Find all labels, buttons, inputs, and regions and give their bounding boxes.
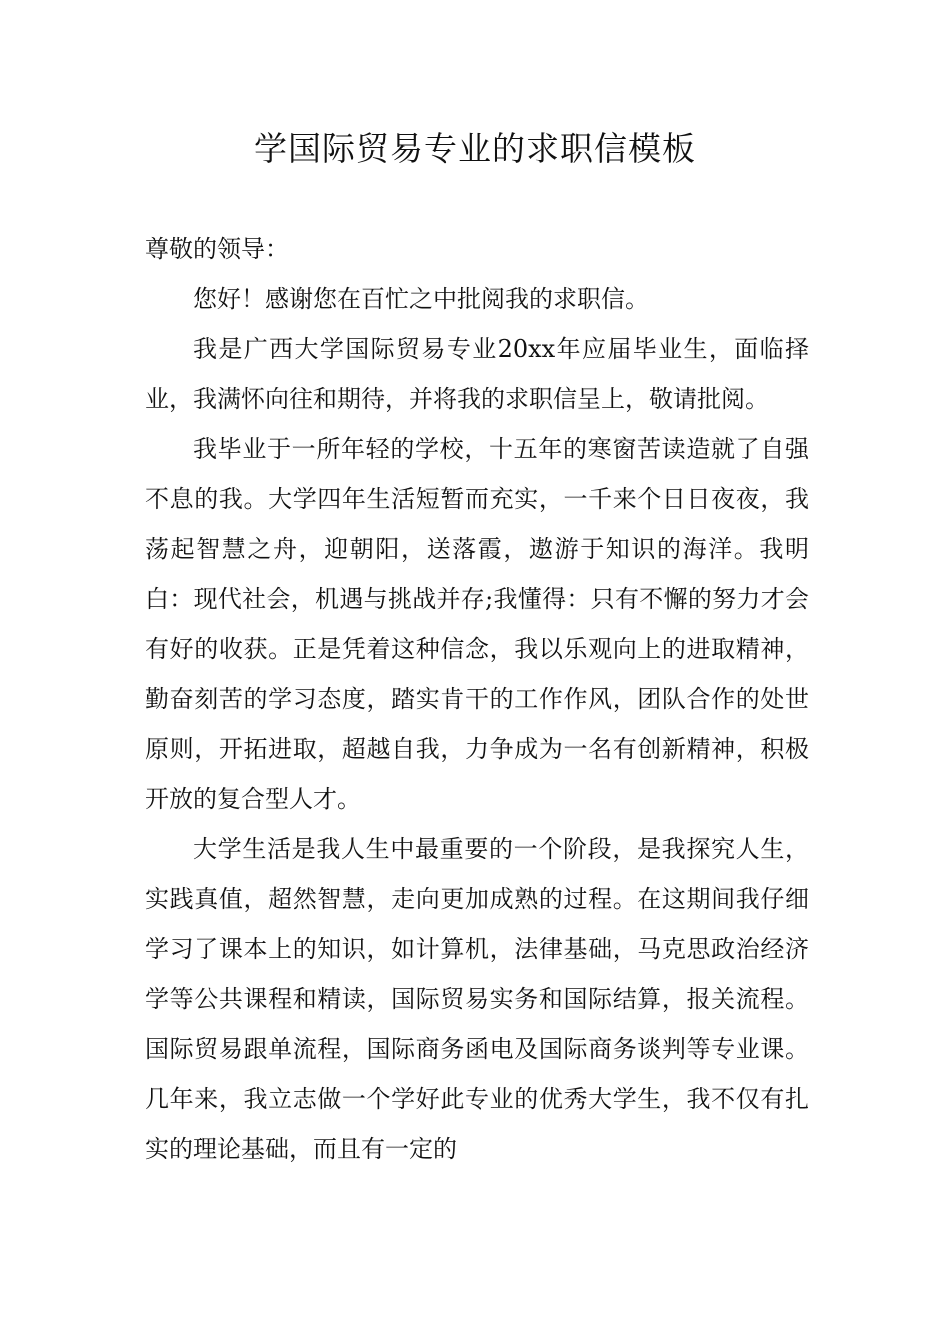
paragraph-university-life: 大学生活是我人生中最重要的一个阶段，是我探究人生，实践真值，超然智慧，走向更加成熟的过程。在这期间我仔细学习了课本上的知识，如计算机，法律基础，马克思政治经济学等公共课程和精读，国际贸易实务和国际结算，报关流程。国际贸易跟单流程，国际商务函电及国际商务谈判等专业课。几年来，我立志做一个学好此专业的优秀大学生，我不仅有扎实的理论基础，而且有一定的 xyxy=(145,835,809,1163)
paragraph-greeting: 您好！感谢您在百忙之中批阅我的求职信。 xyxy=(193,285,649,313)
document-title: 学国际贸易专业的求职信模板 xyxy=(254,129,696,168)
paragraph-introduction: 我是广西大学国际贸易专业20xx年应届毕业生，面临择业，我满怀向往和期待，并将我的求职信呈上，敬请批阅。 xyxy=(145,335,809,413)
paragraph-background: 我毕业于一所年轻的学校，十五年的寒窗苦读造就了自强不息的我。大学四年生活短暂而充实，一千来个日日夜夜，我荡起智慧之舟，迎朝阳，送落霞，遨游于知识的海洋。我明白：现代社会，机遇与挑战并存;我懂得：只有不懈的努力才会有好的收获。正是凭着这种信念，我以乐观向上的进取精神，勤奋刻苦的学习态度，踏实肯干的工作作风，团队合作的处世原则，开拓进取，超越自我，力争成为一名有创新精神，积极开放的复合型人才。 xyxy=(145,435,809,813)
salutation: 尊敬的领导： xyxy=(145,235,289,263)
letter-body xyxy=(145,224,809,1174)
